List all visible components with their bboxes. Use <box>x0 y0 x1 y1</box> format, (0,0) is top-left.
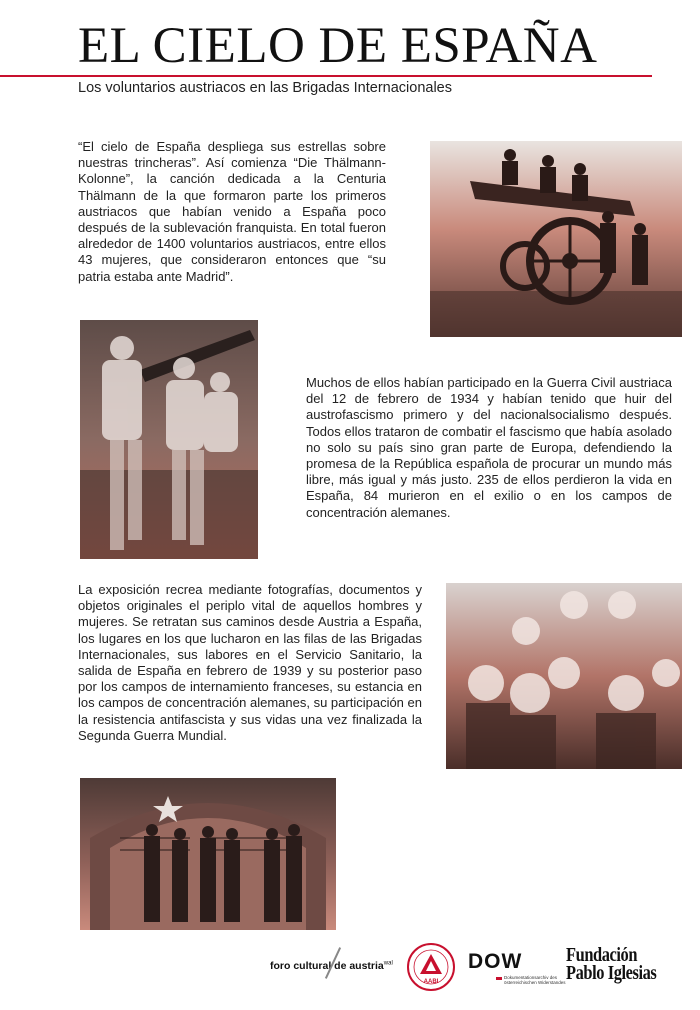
foro-cultural-logo <box>270 960 393 1010</box>
page-subtitle: Los voluntarios austriacos en las Brigadas Internacionales <box>78 80 452 96</box>
page-title: EL CIELO DE ESPAÑA <box>78 18 598 74</box>
foro-logo-text: foro cultural de austria <box>270 960 384 972</box>
aabi-logo-text: AABI <box>423 979 439 985</box>
history-paragraph: Muchos de ellos habían participado en la Guerra Civil austriaca del 12 de febrero de 1934 y habían tenido que huir del austrofascismo primero y del nacionalsocialismo después. Todos ellos trataron de combatir el fascismo que había asolado no solo su país sino gran parte de Europa, defendiendo la promesa de la República española de procurar un mundo más libre, más igual y más justo. 235 de ellos perdieron la vida en España, 84 murieron en el exilio o en los campos de concentración alemanes. <box>306 375 672 520</box>
aabi-logo <box>406 942 456 992</box>
photo-arch-star-group <box>80 778 336 930</box>
exhibition-paragraph: La exposición recrea mediante fotografías, documentos y objetos originales el periplo vital de aquellos hombres y mujeres. Se retratan sus caminos desde Austria a España, los lugares en los que lucharon en las filas de las Brigadas Internacionales, sus labores en el Servicio Sanitario, la salida de España en febrero de 1939 y su posterior paso por los campos de internamiento franceses, su estancia en los campos de concentración alemanes, su participación en la resistencia antifascista y sus vidas una vez finalizada la Segunda Guerra Mundial. <box>78 582 422 743</box>
fundacion-pablo-iglesias-logo <box>566 946 690 996</box>
photo-tank-soldiers <box>80 320 258 559</box>
photo-cannon-soldiers <box>430 141 682 337</box>
title-rule <box>0 75 652 77</box>
dow-logo-subtitle: Dokumentationsarchiv des österreichischen Widerstandes <box>504 975 566 985</box>
photo-group-portrait <box>446 583 682 769</box>
dow-red-mark <box>496 977 502 980</box>
foro-logo-sup: wal <box>383 960 393 967</box>
fpi-line-2: Pablo Iglesias <box>566 962 657 984</box>
fpi-line-1: Fundación <box>566 944 638 966</box>
dow-logo <box>468 950 568 990</box>
dow-logo-text: DOW <box>468 950 523 973</box>
intro-paragraph: “El cielo de España despliega sus estrellas sobre nuestras trincheras”. Así comienza “Die Thälmann-Kolonne”, la canción dedicada a la Centuria Thälmann de la que formaron parte los primeros austriacos que habían venido a España poco después de la sublevación franquista. En total fueron alrededor de 1400 voluntarios austriacos, entre ellos 43 mujeres, que consideraron entonces que “su patria estaba ante Madrid”. <box>78 139 386 284</box>
